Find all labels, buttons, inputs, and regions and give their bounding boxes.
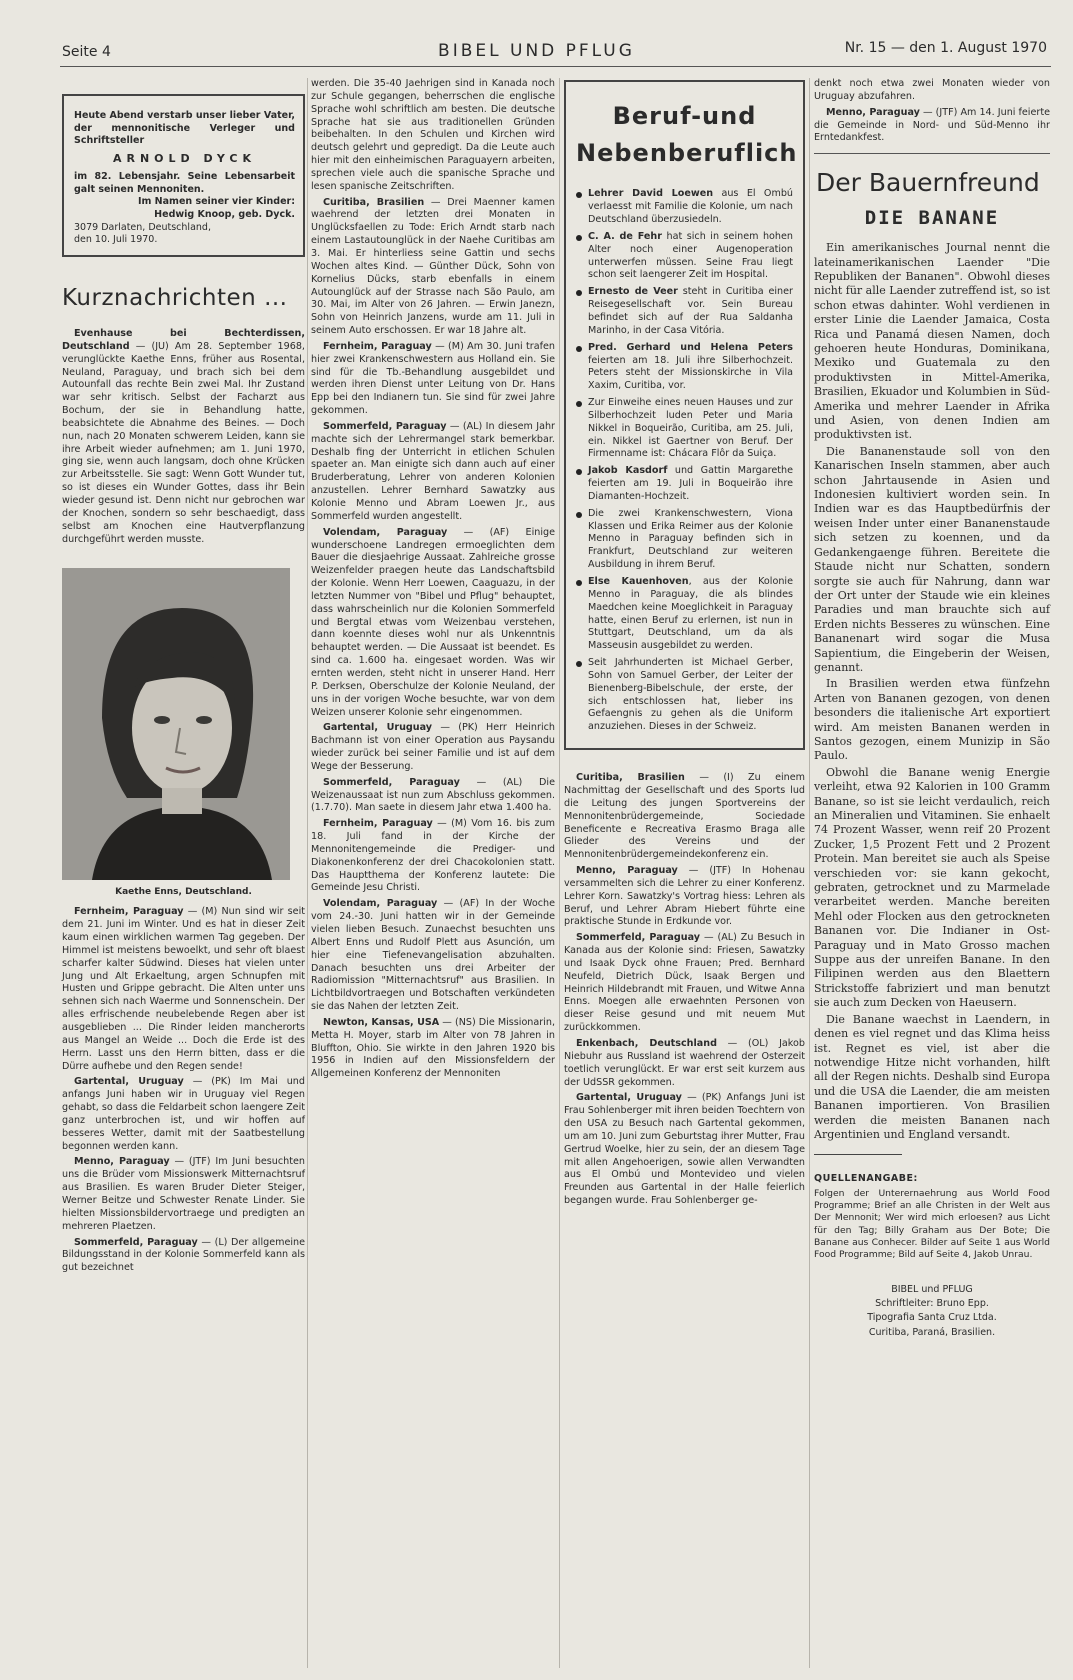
dateline: Gartental, Uruguay xyxy=(74,1076,184,1088)
article xyxy=(564,932,805,1035)
article-text: denkt noch etwa zwei Monaten wieder von Uruguay abzufahren. xyxy=(814,78,1050,102)
obituary-name: ARNOLD DYCK xyxy=(112,152,256,166)
article xyxy=(564,1092,805,1208)
dateline: Sommerfeld, Paraguay xyxy=(74,1236,198,1248)
article xyxy=(311,898,555,1014)
beruf-item-name: Else Kauenhoven xyxy=(588,576,689,587)
beruf-item-name: Ernesto de Veer xyxy=(588,286,678,298)
article xyxy=(62,1156,305,1233)
dateline: Gartental, Uruguay xyxy=(323,722,433,734)
dateline: Menno, Paraguay xyxy=(576,865,678,877)
dateline: Curitiba, Brasilien xyxy=(323,196,425,208)
banane-article xyxy=(814,241,1050,1142)
obituary-line: Im Namen seiner vier Kinder: xyxy=(137,196,295,208)
article-text: Die Banane waechst in Laendern, in denen es viel regnet und das Klima heiss ist. Regnet es viel, ist aber die notwendige Hitze nicht vorhanden, hilft all der Regen nichts. Deshalb sind Europa und die USA die Laender, die am meisten Bananen importieren. Von Brasilien werden die meisten Bananen nach Argentinien und England versandt. xyxy=(814,1012,1050,1141)
beruf-item-text: hat sich in seinem hohen Alter noch einer Augenoperation unterwerfen müssen. Seine Frau liegt schon seit laengerer Zeit im Hospital. xyxy=(588,230,793,281)
beruf-heading xyxy=(576,98,798,172)
obituary-line: Heute Abend verstarb unser lieber Vater, der mennonitische Verleger und Schriftsteller xyxy=(74,110,295,147)
article xyxy=(564,772,805,862)
imprint-line: Curitiba, Paraná, Brasilien. xyxy=(868,1326,996,1338)
article xyxy=(814,107,1050,146)
beruf-item xyxy=(576,342,793,393)
imprint-line: Schriftleiter: Bruno Epp. xyxy=(875,1298,989,1310)
article-text: Ein amerikanisches Journal nennt die lateinamerikanischen Laender "Die Republiken der Bananen". Obwohl dieses nicht für alle Laender zutreffend ist, so ist schon etwas dahinter. Wohl verdienen in erster Linie die Laender Jamaica, Costa Rica und Panamá diesen Namen, doch gehoeren heute Honduras, Dominikana, Mexiko und Guatemala zu den produktivsten in Mittel-Amerika, Brasilien, Ekuador und Kolumbien in Süd-Amerika und mehrer Laender in Afrika und Asien, von denen Indien am produktivsten ist. xyxy=(814,241,1050,442)
article-text: — (PK) Im Mai und anfangs Juni haben wir in Uruguay viel Regen gehabt, so dass die Feldarbeit schon laengere Zeit ganz unterbrochen ist, und wir hoffen auf besseres Wetter, damit mit der Saatbestellung begonnen werden kann. xyxy=(62,1076,305,1152)
article xyxy=(311,777,555,816)
column-1 xyxy=(62,78,305,1278)
sources-text: Folgen der Unterernaehrung aus World Food Programme; Brief an alle Christen in der Welt aus Der Mennonit; Wer wird mich erloesen? aus Licht für den Tag; Billy Graham aus Der Bote; Die Banane aus Conhecer. Bilder auf Seite 1 aus World Food Programme; Bild auf Seite 4, Jakob Unrau. xyxy=(814,1188,1050,1260)
page-number: Seite 4 xyxy=(62,44,111,60)
dateline: Fernheim, Paraguay xyxy=(74,906,184,918)
beruf-item xyxy=(576,286,793,337)
newspaper-title: BIBEL UND PFLUG xyxy=(438,41,635,61)
portrait-illustration xyxy=(62,568,290,880)
beruf-item-text: Die zwei Krankenschwestern, Viona Klassen und Erika Reimer aus der Kolonie Menno in Paraguay befinden sich in Frankfurt, Deutschland zur weiteren Ausbildung in ihrem Beruf. xyxy=(588,507,793,571)
portrait-photo xyxy=(62,568,290,880)
beruf-item-name: Lehrer David Loewen xyxy=(588,188,714,200)
article-text: — (M) Am 30. Juni trafen hier zwei Krankenschwestern aus Holland ein. Sie sind für die Tb.-Behandlung ausgebildet und werden ihren Dienst unter Leitung von Dr. Hans Epp bei den Indianern tun. Sie sind für zwei Jahre gekommen. xyxy=(311,340,555,417)
article-text: Obwohl die Banane wenig Energie verleiht, etwa 92 Kalorien in 100 Gramm Banane, so ist sie leicht verdaulich, reich an Mineralien und Vitaminen. Sie enhaelt 74 Prozent Wasser, wenn reif 20 Prozent Zucker, 1,5 Prozent Fett und 2 Prozent Protein. Man bereitet sie auch als Speise verschieden vor: sie kann gekocht, gebraten, getrocknet und zu Marmelade verarbeitet werden. Manche bereiten Mehl oder Flocken aus den getrockneten Bananen vor. Die Indianer in Ost-Paraguay und in Mato Grosso machen Suppe aus der unreifen Banane. In den Filipinen werden aus den Blaettern Strickstoffe fabriziert und man benutzt sie auch zum Decken von Haeusern. xyxy=(814,765,1050,1010)
article xyxy=(311,421,555,524)
article-text: — (OL) Jakob Niebuhr aus Russland ist waehrend der Osterzeit toetlich verunglückt. Er war erst seit kurzem aus der UdSSR gekommen. xyxy=(564,1038,805,1088)
beruf-list xyxy=(576,188,793,734)
dateline: Gartental, Uruguay xyxy=(576,1092,682,1104)
beruf-heading-line2: Nebenberuflich xyxy=(576,139,798,168)
article-text: In Brasilien werden etwa fünfzehn Arten von Bananen gezogen, von denen besonders die italienische Art exportiert wird. Am meisten Bananen werden in Santos gezogen, einem Munizip in São Paulo. xyxy=(814,677,1050,763)
beruf-item xyxy=(576,576,793,653)
article xyxy=(311,818,555,895)
issue-date: Nr. 15 — den 1. August 1970 xyxy=(844,40,1047,56)
article-text: Die Bananenstaude soll von den Kanarischen Inseln stammen, aber auch schon Jahrtausende in Asien und Indonesien kultiviert worden sein. In Indien war es das Hauptbedürfnis der weisen Inder unter einer Bananenstaude sich setzen zu koennen, und da Gedankengaenge führen. Bereitete die Staude nicht nur Schatten, sondern sorgte sie auch für Nahrung, dann war der Ort unter der Staude wie ein kleines Paradies und man brauchte sich auf Erden nichts Besseres zu wünschen. Eine Bananenart wird sogar die Musa Sapientium, die Eingeberin der Weisen, genannt. xyxy=(814,444,1050,674)
section-rule xyxy=(814,1154,902,1155)
beruf-item xyxy=(576,508,793,572)
beruf-heading-line1: Beruf-und xyxy=(612,102,757,130)
beruf-item xyxy=(576,231,793,282)
article-text: werden. Die 35-40 Jaehrigen sind in Kanada noch zur Schule gegangen, beherrschen die englische Sprache wohl schriftlich am besten. Die deutsche Sprache hat sie aus traditionellen Gründen beibehalten. In den Schulen und Kirchen wird deutsch gelehrt und gepredigt. Da die Leute auch hier mit den einheimischen Paraguayern arbeiten, sprechen viele auch die spanische Sprache und lesen spanische Zeitschriften. xyxy=(311,78,555,192)
article-text: — (JTF) Im Juni besuchten uns die Brüder vom Missionswerk Mitternachtsruf aus Brasilien. Es waren Bruder Dieter Steiger, Werner Beitze und Schwester Renate Linder. Sie hielten Missionsbildervortraege und predigten an mehreren Plaetzen. xyxy=(62,1156,305,1232)
article xyxy=(564,1038,805,1089)
beruf-item-name: Jakob Kasdorf xyxy=(588,465,668,477)
dateline: Sommerfeld, Paraguay xyxy=(323,776,460,788)
article-text: — (AL) Die Weizenaussaat ist nun zum Abschluss gekommen. (1.7.70). Man saete in diesem Jahr etwa 1.400 ha. xyxy=(311,776,555,814)
article-text: — (M) Vom 16. bis zum 18. Juli fand in der Kirche der Mennonitengemeinde die Prediger- und Diakonenkonferenz der drei Chacokolonien statt. Das Hauptthema der Konferenz lautete: Die Gemeinde Jesu Christi. xyxy=(311,818,555,894)
article-text: — (JU) Am 28. September 1968, verunglückte Kaethe Enns, früher aus Rosental, Neuland, Paraguay, und brach sich bei dem Autounfall das rechte Bein zwei Mal. Ihr Zustand war sehr kritisch. Selbst der Facharzt aus Bochum, der sie in Behandlung hatte, beabsichtete die Abnahme des Beines. — Doch nun, nach 20 Monaten schwerem Leiden, kann sie ihre Arbeit wieder aufnehmen; am 1. Juni 1970, ging sie, wenn auch langsam, doch ohne Krücken zur Arbeitsstelle. Sie sagt: Wenn Gott Wunder tut, so ist dieses ein Wunder Gottes, dass ihr Bein wieder gesund ist. Denn nicht nur gebrochen war der Knochen, sondern so sehr beschaedigt, dass selbst am Knochen eine Hautverpflanzung durchgeführt werden musste. xyxy=(62,340,305,545)
article xyxy=(311,722,555,773)
beruf-item xyxy=(576,465,793,504)
column-4 xyxy=(814,78,1050,1340)
article-text: — (PK) Anfangs Juni ist Frau Sohlenberger mit ihren beiden Toechtern von den USA zu Besuch nach Gartental gekommen, um am 10. Juni zum Geburtstag ihrer Mutter, Frau Gertrud Woelke, hier zu sein, der an diesem Tage mit allen Angehoerigen, sowie allen Verwandten aus El Ombú und Montevideo und vielen Freunden aus Gartental in der Halle feierlich begangen wurde. Frau Sohlenberger ge- xyxy=(564,1092,805,1207)
article-text: — (AF) Einige wunderschoene Landregen ermoeglichten dem Bauer die diesjaehrige Aussaat. Zahlreiche grosse Weizenfelder praegen heute das Landschaftsbild der Kolonie. Wenn Herr Loewen, Caaguazu, in der letzten Nummer von "Bibel und Pflug" behauptet, dass wahrscheinlich nur die Kolonien Sommerfeld und Bergtal etwas vom Weizenbau verstehen, dann koennte dieses wohl nur als Unkenntnis behauptet werden. — Die Aussaat ist beendet. Es sind ca. 1.600 ha. eingesaet worden. Was wir ernten werden, steht nicht in unserer Hand. Herr P. Derksen, Oberschulze der Kolonie Neuland, der uns in der vorigen Woche besuchte, war von dem Weizen unserer Kolonie sehr eingenommen. xyxy=(311,526,555,718)
dateline: Evenhause bei Bechterdissen, Deutschland xyxy=(62,328,305,352)
article xyxy=(311,341,555,418)
column-divider xyxy=(809,78,810,1668)
imprint-line: BIBEL und PFLUG xyxy=(891,1283,973,1295)
beruf-item-text: und Gattin Margarethe feierten am 19. Juli in Boqueirão ihre Diamanten-Hochzeit. xyxy=(588,465,794,502)
article xyxy=(311,1017,555,1081)
bullet-icon xyxy=(576,469,582,475)
article-text: — (M) Nun sind wir seit dem 21. Juni im Winter. Und es hat in dieser Zeit kaum einen wirklichen warmen Tag gegeben. Der Himmel ist meistens bewoelkt, und sehr oft blaest scharfer kalter Südwind. Dieses hat vielen unter Jung und Alt Erkaeltung, argen Schnupfen mit Husten und Grippe gebracht. Die Alten unter uns sehnen sich nach Waerme und Sonnenschein. Der alles erfrischende neubelebende Regen aber ist ausgeblieben ... Die Rinder leiden mancherorts aus Mangel an Weide ... Doch die Erde ist des Herrn. Lasst uns den Herrn bitten, dass er die Dürre aufhebe und den Regen sende! xyxy=(62,906,305,1072)
obituary-line: Hedwig Knoop, geb. Dyck. xyxy=(154,209,295,221)
bullet-icon xyxy=(576,661,582,667)
sources-heading: QUELLENANGABE: xyxy=(814,1173,918,1185)
obituary-line: im 82. Lebensjahr. Seine Lebensarbeit galt seinen Mennoniten. xyxy=(74,170,295,195)
imprint-line: Tipografia Santa Cruz Ltda. xyxy=(867,1312,997,1324)
beruf-item-name: C. A. de Fehr xyxy=(588,230,662,242)
section-heading-kurznachrichten: Kurznachrichten ... xyxy=(62,285,288,312)
article xyxy=(311,527,555,720)
dateline: Curitiba, Brasilien xyxy=(576,772,685,784)
beruf-item xyxy=(576,397,793,461)
obituary-box xyxy=(62,94,305,257)
article-text: — (I) Zu einem Nachmittag der Gesellschaft und des Sports lud die Leitung des jungen Sportvereins der Mennonitenbrüdergemeinde, Sociedade Beneficente e Recreativa Erasmo Braga alle Glieder des Vereins und der Mennonitenbrüdergemeindekonferenz ein. xyxy=(564,772,805,861)
article-text: — (JTF) In Hohenau versammelten sich die Lehrer zu einer Konferenz. Lehrer Korn. Sawatzky's Vortrag hiess: Lehren als Beruf, und Lehrer Abram Hiebert führte eine praktische Stunde in Erdkunde vor. xyxy=(564,865,805,928)
article-text: — (AL) In diesem Jahr machte sich der Lehrermangel stark bemerkbar. Deshalb fing der Unterricht in etlichen Schulen spaeter an. Man einigte sich dann auch auf einer Bruderberatung, Lehrer von anderen Kolonien anzustellen. Lehrer Bernhard Sawatzky aus Kolonie Menno und Abram Loewen Jr., aus Sommerfeld wurden angestellt. xyxy=(311,420,555,522)
column-divider xyxy=(307,78,308,1668)
beruf-item-text: feierten am 18. Juli ihre Silberhochzeit. Peters steht der Missionskirche in Vila Xaxim, Curitiba, vor. xyxy=(588,354,793,392)
beruf-item-text: , aus der Kolonie Menno in Paraguay, die als blindes Maedchen keine Moeglichkeit in Paraguay hatte, einen Beruf zu erlernen, ist nun in Stuttgart, Deutschland, um da als Masseusin ausgebildet zu werden. xyxy=(588,576,793,652)
beruf-item-name: Pred. Gerhard und Helena Peters xyxy=(588,341,793,353)
article-text: — (NS) Die Missionarin, Metta H. Moyer, starb im Alter von 78 Jahren in Bluffton, Ohio. Sie wirkte in den Jahren 1920 bis 1956 in Indien auf den Missionsfeldern der Allgemeinen Konferenz der Mennoniten xyxy=(311,1016,556,1080)
column-3 xyxy=(564,78,805,1211)
obituary-line: 3079 Darlaten, Deutschland, xyxy=(74,221,211,233)
dateline: Enkenbach, Deutschland xyxy=(576,1038,717,1049)
dateline: Sommerfeld, Paraguay xyxy=(576,932,701,944)
article-text: — (JTF) Am 14. Juni feierte die Gemeinde in Nord- und Süd-Menno ihr Erntedankfest. xyxy=(814,106,1050,144)
bullet-icon xyxy=(576,235,582,241)
column-2 xyxy=(311,78,555,1084)
article xyxy=(62,906,305,1073)
bullet-icon xyxy=(576,290,582,296)
beruf-item-text: Zur Einweihe eines neuen Hauses und zur Silberhochzeit luden Peter und Maria Nikkel in Boqueirão, Curitiba, am 25. Juli, ein. Nikkel ist Gaertner von Beruf. Der Firmenname ist: Chácara Flôr da Suiça. xyxy=(588,397,793,460)
dateline: Newton, Kansas, USA xyxy=(323,1016,440,1028)
article xyxy=(62,1076,305,1153)
beruf-item-text: steht in Curitiba einer Reisegesellschaft vor. Sein Bureau befindet sich auf der Rua Saldanha Marinho, in der Casa Vitória. xyxy=(588,286,793,336)
dateline: Menno, Paraguay xyxy=(74,1156,170,1168)
photo-caption: Kaethe Enns, Deutschland. xyxy=(115,887,252,898)
bullet-icon xyxy=(576,580,582,586)
beruf-box xyxy=(564,80,805,750)
article xyxy=(564,865,805,929)
bullet-icon xyxy=(576,512,582,518)
article-heading-banane: DIE BANANE xyxy=(864,206,1000,229)
section-rule xyxy=(814,153,1050,154)
dateline: Volendam, Paraguay xyxy=(323,898,438,910)
obituary-line: den 10. Juli 1970. xyxy=(74,234,158,246)
dateline: Sommerfeld, Paraguay xyxy=(323,420,447,432)
article-text: — (L) Der allgemeine Bildungsstand in der Kolonie Sommerfeld kann als gut bezeichnet xyxy=(62,1236,305,1274)
header-rule xyxy=(60,66,1051,67)
dateline: Volendam, Paraguay xyxy=(323,526,448,538)
beruf-item-text: Seit Jahrhunderten ist Michael Gerber, Sohn von Samuel Gerber, der Leiter der Bienenberg-Bibelschule, der erste, der sich entschlossen hat, lieber ins Gefaengnis zu gehen als die Uniform anzuziehen. Dieses in der Schweiz. xyxy=(588,657,793,733)
article xyxy=(62,1237,305,1276)
article-text: — (AF) In der Woche vom 24.-30. Juni hatten wir in der Gemeinde vielen lieben Besuch. Zunaechst besuchten uns Albert Enns und Rudolf Plett aus Asunción, um hier eine Tiefenevangelisation abzuhalten. Danach besuchten uns drei Arbeiter der Radiomission "Mitternachtsruf" aus Brasilien. In Lichtbildvortraegen und Botschaften verkündeten sie das Nahen der letzten Zeit. xyxy=(311,898,555,1013)
dateline: Fernheim, Paraguay xyxy=(323,818,433,830)
article xyxy=(311,197,555,338)
dateline: Menno, Paraguay xyxy=(826,106,920,118)
bullet-icon xyxy=(576,401,582,407)
imprint xyxy=(814,1283,1050,1340)
article-text: — Drei Maenner kamen waehrend der letzten drei Monaten in Unglücksfaellen zu Tode: Erich Arndt starb nach einem Lastautounglück in der Naehe Curitibas am 3. Mai. Er hinterliess seine Gattin und sechs Wochen altes Kind. — Günther Dück, Sohn von Kornelius Dücks, starb ebenfalls in einem Autounglück auf der Strasse nach São Paulo, am 30. Mai, im Alter von 26 Jahren. — Erwin Janezn, Sohn von Heinrich Janzens, wurde am 11. Juli in seinem Auto erschossen. Er war 18 Jahre alt. xyxy=(311,196,555,337)
dateline: Fernheim, Paraguay xyxy=(323,340,432,352)
article xyxy=(62,328,305,546)
article-text: — (PK) Herr Heinrich Bachmann ist von einer Operation aus Paysandu wieder zurück bei seiner Familie und ist auf dem Wege der Besserung. xyxy=(311,722,555,772)
bullet-icon xyxy=(576,346,582,352)
beruf-item xyxy=(576,188,793,227)
section-heading-bauernfreund: Der Bauernfreund xyxy=(816,168,1040,198)
beruf-item xyxy=(576,657,793,734)
page-header xyxy=(0,0,1073,70)
bullet-icon xyxy=(576,192,582,198)
article-text: — (AL) Zu Besuch in Kanada aus der Kolonie sind: Friesen, Sawatzky und Isaak Dyck ohne Frauen; Pred. Bernhard Neufeld, Dietrich Dück, Isaak Bergen und Heinrich Hildebrandt mit Frauen, und Witwe Anna Enns. Moegen alle erwaehnten Personen von dieser Reise gesund und mit neuem Mut zurückkommen. xyxy=(564,932,805,1034)
beruf-item-text: aus El Ombú verlaesst mit Familie die Kolonie, um nach Deutschland überzusiedeln. xyxy=(588,188,794,226)
column-divider xyxy=(559,78,560,1668)
